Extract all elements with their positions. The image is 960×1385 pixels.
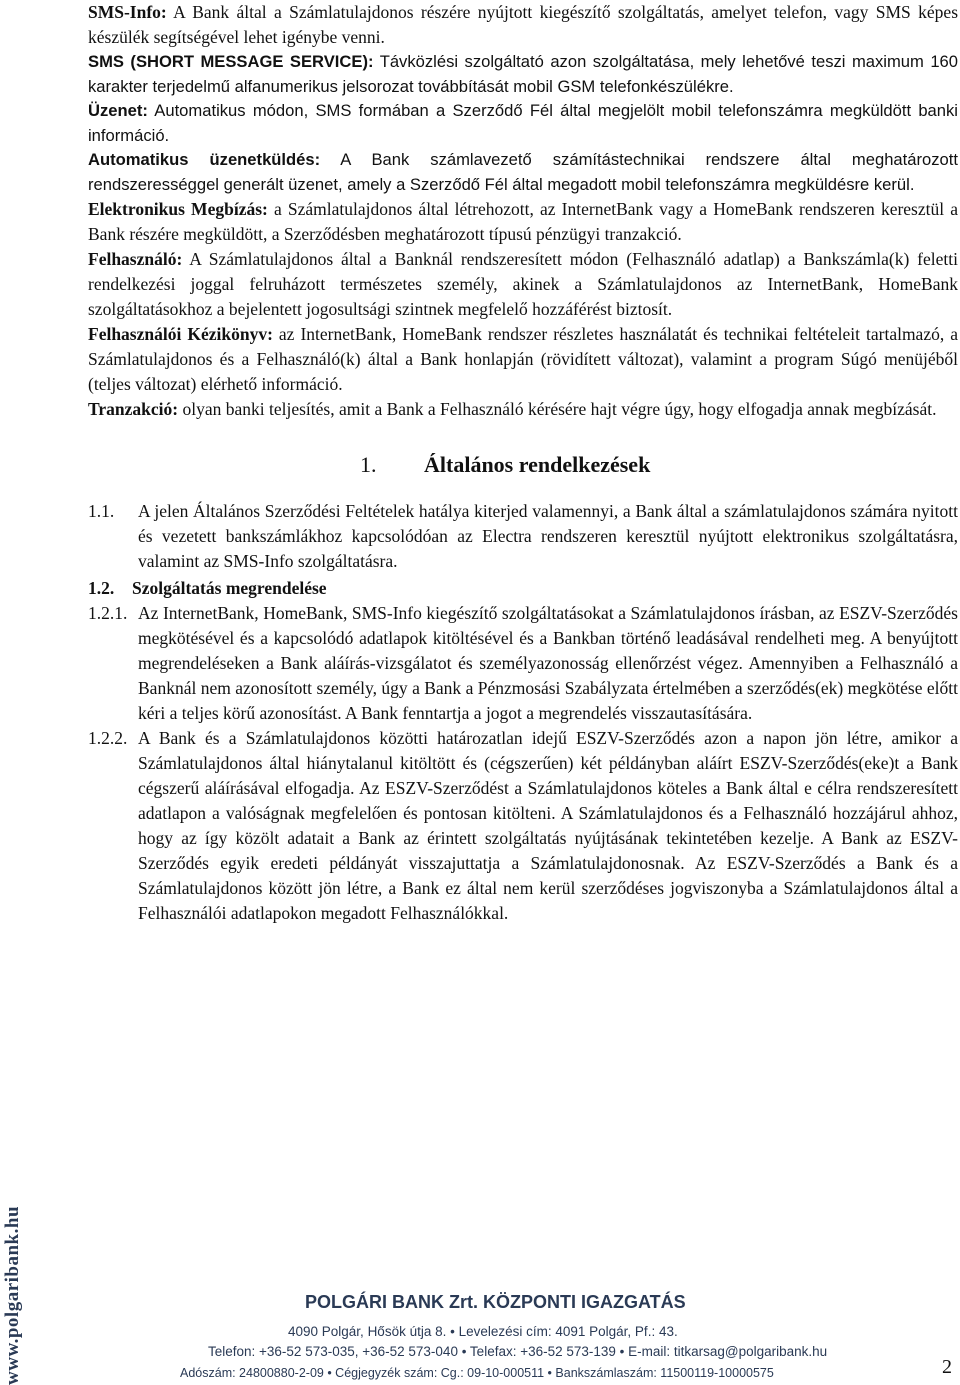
definition-text: az InternetBank, HomeBank rendszer részletes használatát és technikai feltételeit tartalmazó, a Számlatulajdonos és a Felhasználó(k) által a Bank honlapján (rövidített változat), valamint a program Súgó menüjéből (teljes változat) elérhető információ. [88, 324, 958, 394]
clause-1-2-1 [88, 601, 958, 726]
definition-text: a Számlatulajdonos által létrehozott, az InternetBank vagy a HomeBank rendszeren keresztül a Bank részére megküldött, a Szerződésben meghatározott típusú pénzügyi tranzakció. [88, 199, 958, 244]
subsection-title: Szolgáltatás megrendelése [132, 578, 327, 598]
clause-1-2-2 [88, 726, 958, 926]
definition-text: Távközlési szolgáltató azon szolgáltatása, mely lehetővé teszi maximum 160 karakter terjedelmű alfanumerikus jelsorozat továbbítását mobil GSM telefonkészülékre. [88, 52, 959, 96]
definition-item [88, 50, 958, 99]
section-title: Általános rendelkezések [424, 452, 651, 477]
definition-term: SMS (SHORT MESSAGE SERVICE): [88, 52, 374, 71]
definition-text: Automatikus módon, SMS formában a Szerződő Fél által megjelölt mobil telefonszámra megküldött banki információ. [88, 101, 958, 145]
definition-text: A Számlatulajdonos által a Banknál rendszeresített módon (Felhasználó adatlap) a Bankszámla(k) feletti rendelkezési joggal felruházott természetes személy, akinek a Számlatulajdonos az InternetBank, HomeBank szolgáltatásokhoz a bejelentett jogosultsági szintnek megfelelő hozzáférést biztosít. [88, 249, 958, 319]
document-body [88, 0, 958, 926]
definition-item [88, 148, 958, 197]
page-number: 2 [942, 1356, 952, 1378]
definition-item [88, 247, 958, 322]
definition-text: A Bank számlavezető számítástechnikai rendszere által meghatározott rendszerességgel generált üzenet, amely a Szerződő Fél által megadott mobil telefonszámra megküldésre kerül. [88, 150, 958, 194]
definition-term: SMS-Info: [88, 2, 167, 22]
footer-title: POLGÁRI BANK Zrt. KÖZPONTI IGAZGATÁS [305, 1292, 686, 1312]
definition-item [88, 0, 958, 50]
clause-number: 1.2.1. [88, 603, 128, 623]
clause-1-1 [88, 499, 958, 574]
definition-term: Üzenet: [88, 101, 148, 120]
clause-text: Az InternetBank, HomeBank, SMS-Info kiegészítő szolgáltatásokat a Számlatulajdonos írásban, az ESZV-Szerződés megkötésével és a kapcsolódó adatlapok kitöltésével és a Bankban történő leadásával rendelheti meg. A benyújtott megrendeléseken a Bank aláírás-vizsgálatot és személyazonosság ellenőrzést végez. Amennyiben a Felhasználó a Banknál nem azonosított személy, úgy a Bank a Pénzmosási Szabályzata értelmében a szerződés(ek) megkötése előtt kéri a teljes körű azonosítást. A Bank fenntartja a jogot a megrendelés visszautasítására. [138, 603, 958, 723]
definition-item [88, 322, 958, 397]
definition-text: A Bank által a Számlatulajdonos részére nyújtott kiegészítő szolgáltatás, amelyet telefon, vagy SMS képes készülék segítségével lehet igénybe venni. [88, 2, 958, 47]
clause-number: 1.1. [88, 501, 115, 521]
footer-registry: Adószám: 24800880-2-09 • Cégjegyzék szám: Cg.: 09-10-000511 • Bankszámlaszám: 11500119-10000575 [180, 1366, 774, 1380]
clause-number: 1.2.2. [88, 728, 128, 748]
footer-address: 4090 Polgár, Hősök útja 8. • Levelezési cím: 4091 Polgár, Pf.: 43. [288, 1324, 678, 1339]
website-link[interactable]: www.polgaribank.hu [2, 1205, 23, 1385]
definition-term: Elektronikus Megbízás: [88, 199, 268, 219]
definition-text: olyan banki teljesítés, amit a Bank a Felhasználó kérésére hajt végre úgy, hogy elfogadja annak megbízását. [178, 399, 937, 419]
definition-term: Tranzakció: [88, 399, 179, 419]
definition-term: Felhasználó: [88, 249, 183, 269]
definition-item [88, 197, 958, 247]
section-number: 1. [360, 452, 377, 477]
subsection-number: 1.2. [88, 578, 115, 598]
definition-term: Automatikus üzenetküldés: [88, 150, 321, 169]
section-heading [88, 452, 958, 477]
definitions-list [88, 0, 958, 422]
clause-text: A jelen Általános Szerződési Feltételek hatálya kiterjed valamennyi, a Bank által a számlatulajdonos számára nyitott és vezetett bankszámlákhoz kapcsolódóan az Electra rendszeren keresztül nyújtott elektronikus szolgáltatásra, valamint az SMS-Info szolgáltatásra. [138, 501, 958, 571]
subsection-heading [88, 576, 958, 601]
footer-contacts: Telefon: +36-52 573-035, +36-52 573-040 • Telefax: +36-52 573-139 • E-mail: titkarsag@polgaribank.hu [208, 1344, 828, 1359]
letterhead-footer [0, 1230, 960, 1385]
definition-item [88, 397, 958, 422]
definition-term: Felhasználói Kézikönyv: [88, 324, 273, 344]
definition-item [88, 99, 958, 148]
clause-text: A Bank és a Számlatulajdonos közötti határozatlan idejű ESZV-Szerződés azon a napon jön létre, amikor a Számlatulajdonos által hiánytalanul kitöltött és (cégszerűen) két példányban aláírt ESZV-Szerződés(eke)t a Bank cégszerű aláírásával elfogadja. Az ESZV-Szerződést a Számlatulajdonos köteles a Bank által e célra rendszeresített adatlapon a valóságnak megfelelően és pontosan kitölteni. A Számlatulajdonos és a Felhasználó hozzájárul ahhoz, hogy az így közölt adatait a Bank az érintett szolgáltatás nyújtásának tekintetében kezelje. A Bank az ESZV-Szerződés egyik eredeti példányát visszajuttatja a Számlatulajdonosnak. Az ESZV-Szerződés a Bank és a Számlatulajdonos között jön létre, a Bank ez által nem kerül szerződéses jogviszonyba a Számlatulajdonos által a Felhasználói adatlapokon megadott Felhasználókkal. [138, 728, 958, 923]
